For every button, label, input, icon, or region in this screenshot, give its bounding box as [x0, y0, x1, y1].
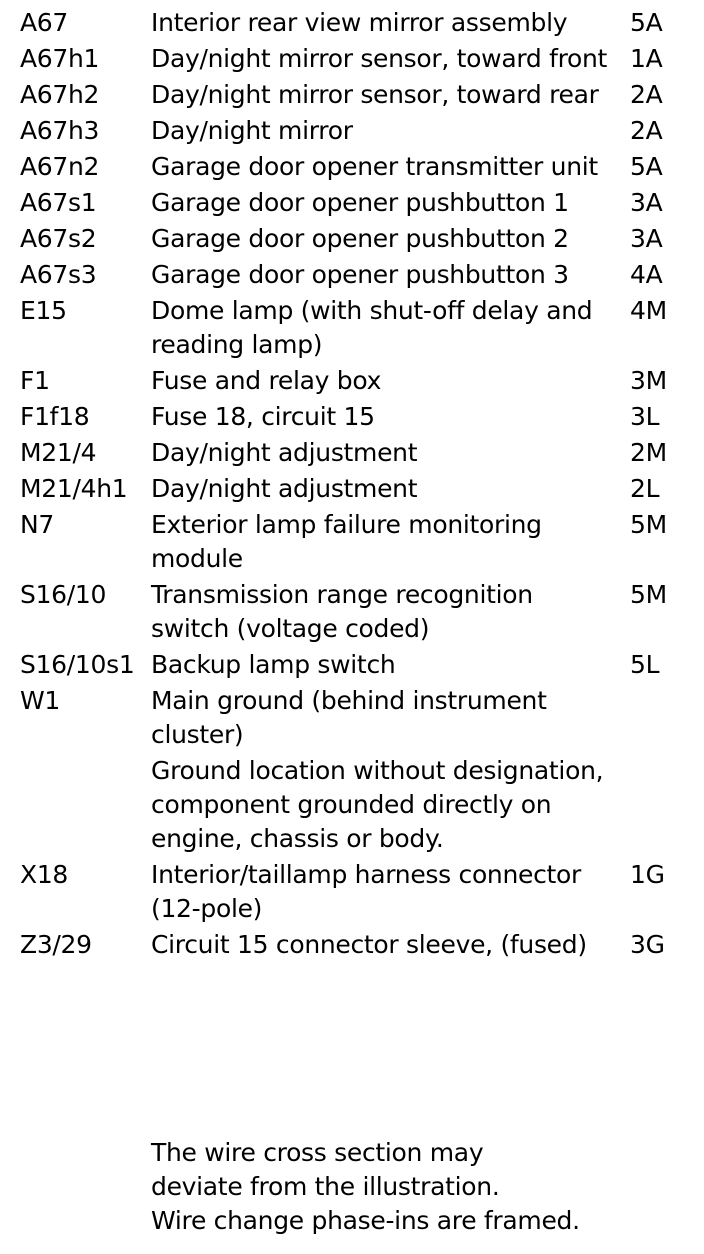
grid-location: 3G: [630, 930, 665, 959]
wire-note: [151, 1136, 671, 1238]
component-code: A67h1: [20, 44, 100, 73]
component-description: Circuit 15 connector sleeve, (fused): [151, 930, 587, 959]
note-line: The wire cross section may: [151, 1138, 484, 1167]
grid-location: 5A: [630, 152, 663, 181]
component-description: Backup lamp switch: [151, 650, 396, 679]
component-description: Day/night adjustment: [151, 474, 418, 503]
component-description: Exterior lamp failure monitoring module: [151, 510, 542, 573]
grid-location: 3A: [630, 224, 663, 253]
component-code: S16/10: [20, 580, 107, 609]
component-code: M21/4h1: [20, 474, 128, 503]
grid-location: 3A: [630, 188, 663, 217]
component-description: Garage door opener pushbutton 2: [151, 224, 569, 253]
grid-location: 1A: [630, 44, 663, 73]
component-description: Day/night mirror: [151, 116, 353, 145]
grid-location: 2A: [630, 80, 663, 109]
grid-location: 5M: [630, 510, 667, 539]
component-description: Day/night mirror sensor, toward front: [151, 44, 608, 73]
grid-location: 4A: [630, 260, 663, 289]
component-description: Ground location without designation, component grounded directly on engine, chassis or body.: [151, 756, 604, 853]
component-code: W1: [20, 686, 61, 715]
legend-row: [0, 858, 704, 926]
grid-location: 2M: [630, 438, 667, 467]
component-code: N7: [20, 510, 55, 539]
grid-location: 4M: [630, 296, 667, 325]
legend-row: [0, 150, 704, 184]
component-code: A67s3: [20, 260, 97, 289]
legend-row: [0, 6, 704, 40]
legend-row: [0, 364, 704, 398]
note-line: deviate from the illustration.: [151, 1172, 500, 1201]
note-line: Wire change phase-ins are framed.: [151, 1206, 580, 1235]
component-legend: [0, 6, 704, 964]
legend-row: [0, 436, 704, 470]
legend-row: [0, 42, 704, 76]
component-code: M21/4: [20, 438, 97, 467]
component-description: Garage door opener pushbutton 1: [151, 188, 569, 217]
legend-row: [0, 472, 704, 506]
grid-location: 2A: [630, 116, 663, 145]
component-code: E15: [20, 296, 67, 325]
legend-row: [0, 222, 704, 256]
component-description: Dome lamp (with shut-off delay and reading lamp): [151, 296, 593, 359]
component-code: Z3/29: [20, 930, 92, 959]
component-description: Day/night adjustment: [151, 438, 418, 467]
component-code: F1f18: [20, 402, 90, 431]
component-description: Transmission range recognition switch (voltage coded): [151, 580, 533, 643]
legend-row: [0, 258, 704, 292]
legend-row: [0, 684, 704, 752]
grid-location: 3M: [630, 366, 667, 395]
grid-location: 3L: [630, 402, 660, 431]
legend-row: [0, 648, 704, 682]
legend-row: [0, 114, 704, 148]
grid-location: 1G: [630, 860, 665, 889]
grid-location: 5A: [630, 8, 663, 37]
component-code: A67n2: [20, 152, 100, 181]
component-code: A67s1: [20, 188, 97, 217]
component-code: X18: [20, 860, 69, 889]
component-description: Main ground (behind instrument cluster): [151, 686, 547, 749]
grid-location: 5L: [630, 650, 660, 679]
grid-location: 2L: [630, 474, 660, 503]
component-code: A67: [20, 8, 69, 37]
component-description: Fuse and relay box: [151, 366, 382, 395]
component-description: Garage door opener pushbutton 3: [151, 260, 569, 289]
component-code: F1: [20, 366, 50, 395]
component-code: A67s2: [20, 224, 97, 253]
component-code: A67h2: [20, 80, 100, 109]
component-description: Fuse 18, circuit 15: [151, 402, 375, 431]
legend-row: [0, 928, 704, 962]
component-description: Interior/taillamp harness connector (12-pole): [151, 860, 582, 923]
component-description: Garage door opener transmitter unit: [151, 152, 598, 181]
legend-row: [0, 400, 704, 434]
legend-row: [0, 78, 704, 112]
legend-row: [0, 186, 704, 220]
legend-row: [0, 294, 704, 362]
legend-row: [0, 508, 704, 576]
component-code: A67h3: [20, 116, 100, 145]
grid-location: 5M: [630, 580, 667, 609]
component-description: Day/night mirror sensor, toward rear: [151, 80, 599, 109]
component-code: S16/10s1: [20, 650, 135, 679]
legend-row: [0, 578, 704, 646]
legend-row: [0, 754, 704, 856]
component-description: Interior rear view mirror assembly: [151, 8, 568, 37]
